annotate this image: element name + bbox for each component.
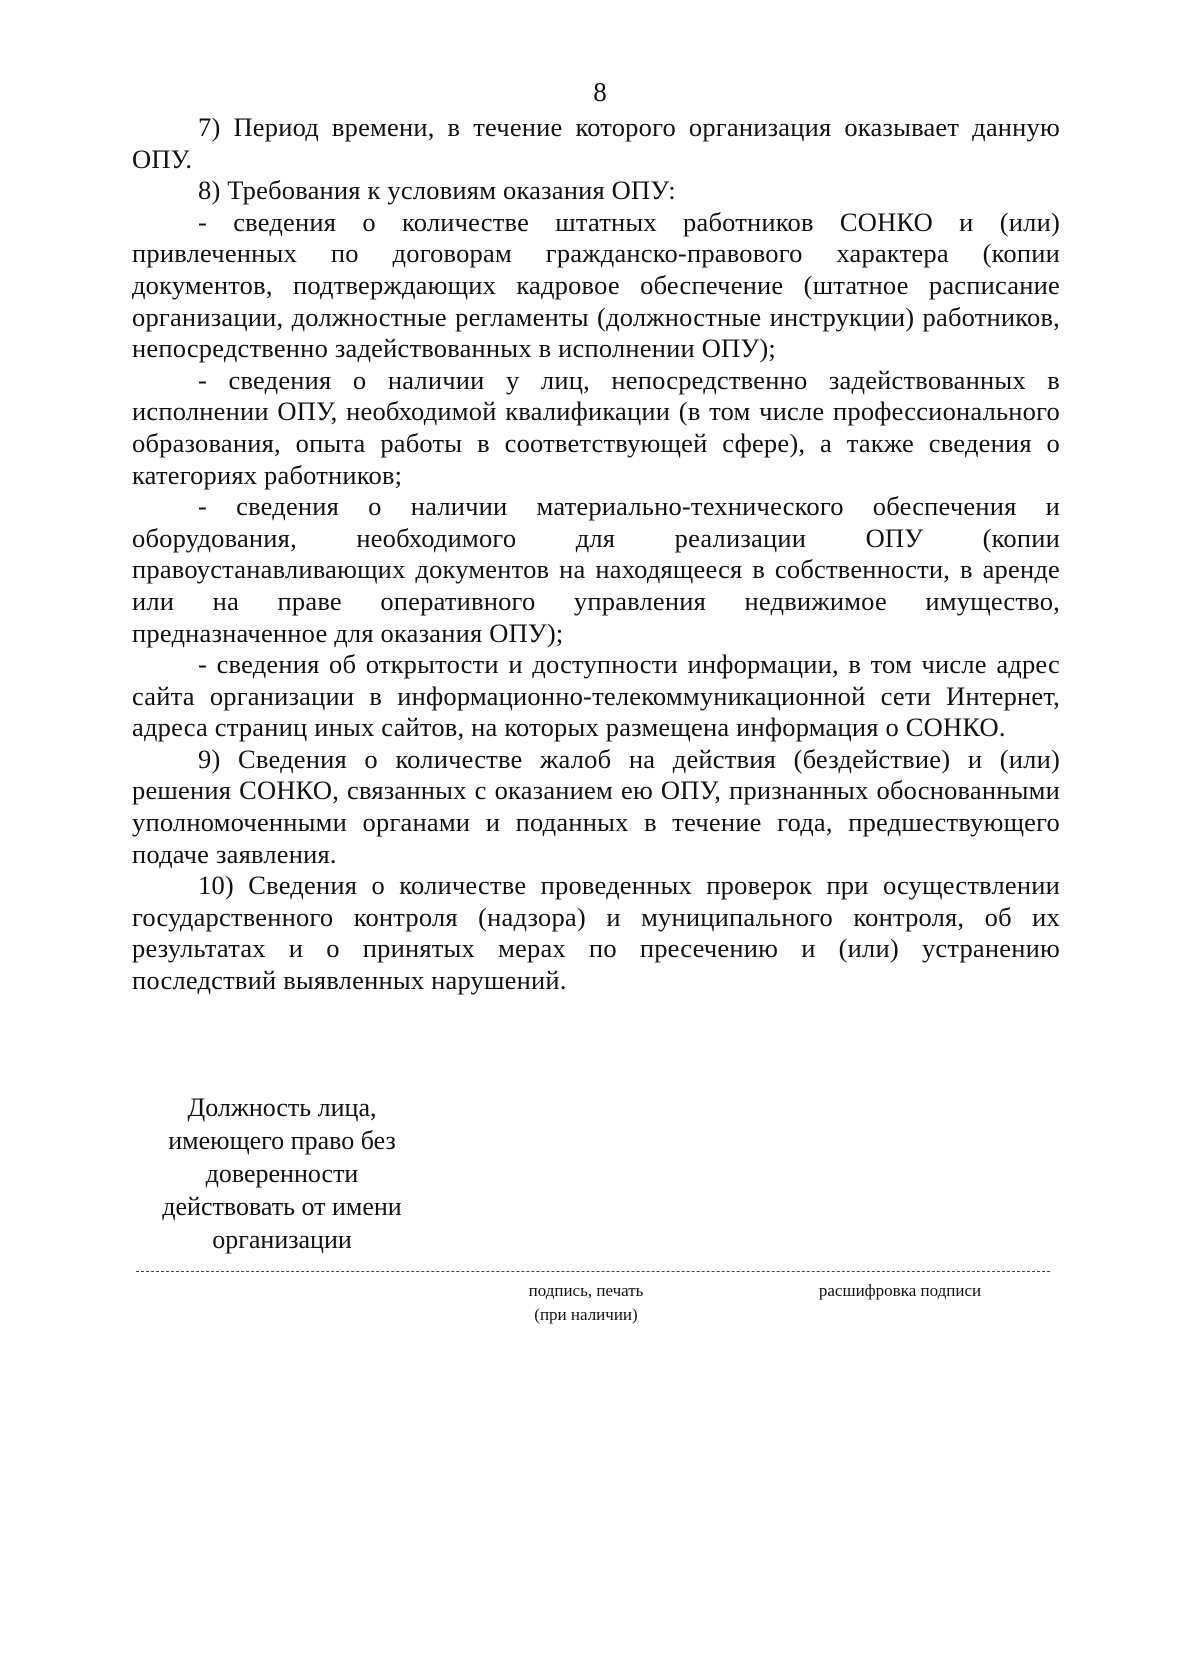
list-item-qualification: - сведения о наличии у лиц, непосредственно задействованных в исполнении ОПУ, необходимой квалификации (в том числе профессионального образования, опыта работы в соответствующей сфере), а также сведения о категориях работников;: [132, 364, 1060, 490]
signature-caption-line: подпись, печать: [528, 1281, 644, 1300]
signature-line: [136, 1271, 1050, 1272]
signature-caption: [498, 1279, 674, 1327]
list-item-openness: - сведения об открытости и доступности информации, в том числе адрес сайта организации в информационно-телекоммуникационной сети Интернет, адреса страниц иных сайтов, на которых размещена информация о СОНКО.: [132, 649, 1060, 743]
paragraph-7-period: 7) Период времени, в течение которого организация оказывает данную ОПУ.: [132, 112, 1060, 174]
list-item-staff: - сведения о количестве штатных работников СОНКО и (или) привлеченных по договорам гражданско-правового характера (копии документов, подтверждающих кадровое обеспечение (штатное расписание организации, должностные регламенты (должностные инструкции) работников, непосредственно задействованных в исполнении ОПУ);: [132, 206, 1060, 364]
paragraph-8-requirements: 8) Требования к условиям оказания ОПУ:: [198, 175, 676, 206]
document-body: [132, 112, 1060, 997]
signatory-position: [132, 1091, 432, 1256]
signatory-line: Должность лица,: [187, 1093, 377, 1122]
signatory-line: действовать от имени: [162, 1192, 402, 1221]
paragraph-10-inspections: 10) Сведения о количестве проведенных проверок при осуществлении государственного контроля (надзора) и муниципального контроля, об их результатах и о принятых мерах по пресечению и (или) устранению последствий выявленных нарушений.: [132, 870, 1060, 996]
signatory-line: доверенности: [205, 1159, 359, 1188]
signatory-line: имеющего право без: [168, 1126, 396, 1155]
paragraph-9-complaints: 9) Сведения о количестве жалоб на действия (бездействие) и (или) решения СОНКО, связанных с оказанием ею ОПУ, признанных обоснованными уполномоченными органами и поданных в течение года, предшествующего подаче заявления.: [132, 743, 1060, 869]
signatory-line: организации: [212, 1225, 352, 1254]
page-number: 8: [593, 77, 607, 107]
list-item-equipment: - сведения о наличии материально-технического обеспечения и оборудования, необходимого для реализации ОПУ (копии правоустанавливающих документов на находящееся в собственности, в аренде или на праве оперативного управления недвижимое имущество, предназначенное для оказания ОПУ);: [132, 491, 1060, 648]
signature-decode-caption: расшифровка подписи: [818, 1281, 982, 1300]
signature-caption-line: (при наличии): [534, 1305, 638, 1324]
